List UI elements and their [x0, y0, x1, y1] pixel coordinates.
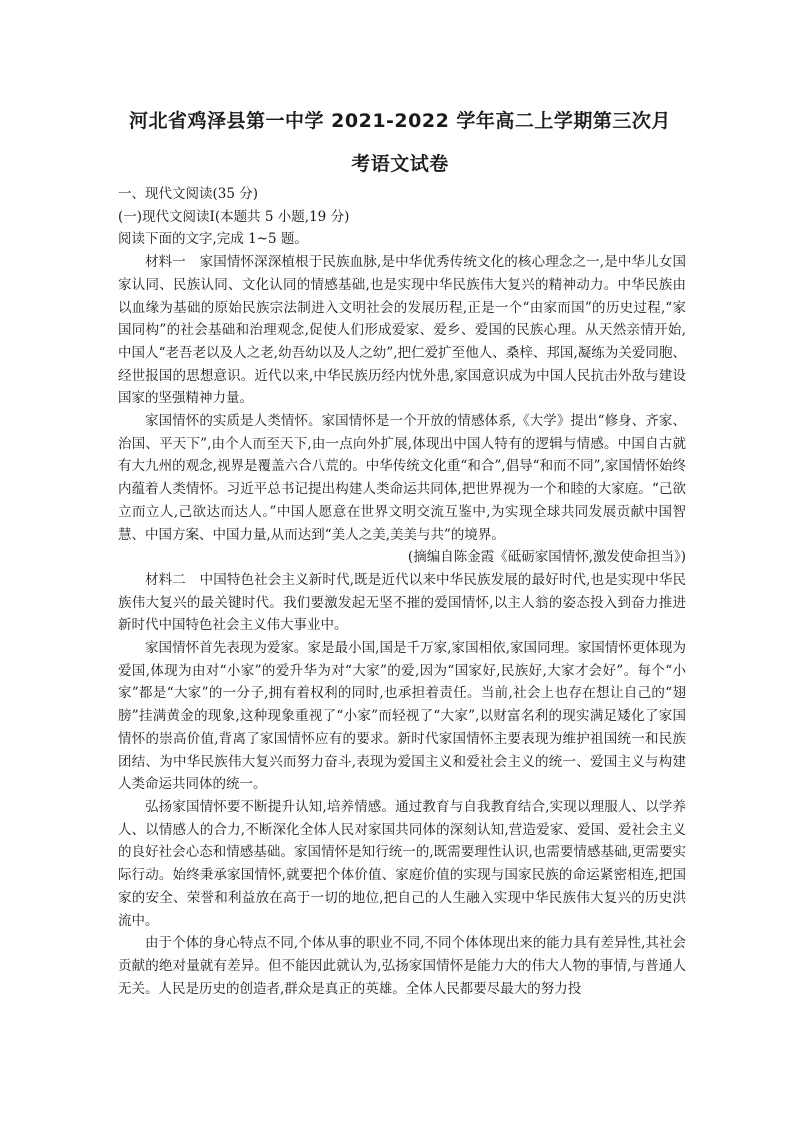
- material-two-paragraph-4: 由于个体的身心特点不同,个体从事的职业不同,不同个体体现出来的能力具有差异性,其社会贡献的绝对量就有差异。但不能因此就认为,弘扬家国情怀是能力大的伟大人物的事情,与普通人无关。人民是历史的创造者,群众是真正的英雄。全体人民都要尽最大的努力投: [118, 935, 686, 997]
- subsection-heading: (一)现代文阅读Ⅰ(本题共 5 小题,19 分): [118, 208, 350, 225]
- material-two-paragraph-2: 家国情怀首先表现为爱家。家是最小国,国是千万家,家国相依,家国同理。家国情怀更体现为爱国,体现为由对“小家”的爱升华为对“大家”的爱,因为“国家好,民族好,大家才会好”。每个“小家”都是“大家”的一分子,拥有着权利的同时,也承担着责任。当前,社会上也存在想让自己的“翅膀”挂满黄金的现象,这种现象重视了“小家”而轻视了“大家”,以财富名利的现实满足矮化了家国情怀的崇高价值,背离了家国情怀应有的要求。新时代家国情怀主要表现为维护祖国统一和民族团结、为中华民族伟大复兴而努力奋斗,表现为爱国主义和爱社会主义的统一、爱国主义与构建人类命运共同体的统一。: [118, 640, 686, 793]
- material-one-paragraph-2: 家国情怀的实质是人类情怀。家国情怀是一个开放的情感体系,《大学》提出“修身、齐家、治国、平天下”,由个人而至天下,由一点向外扩展,体现出中国人特有的逻辑与情感。中国自古就有大九州的观念,视界是覆盖六合八荒的。中华传统文化重“和合”,倡导“和而不同”,家国情怀始终内蕴着人类情怀。习近平总书记提出构建人类命运共同体,把世界视为一个和睦的大家庭。“己欲立而立人,己欲达而达人。”中国人愿意在世界文明交流互鉴中,为实现全球共同发展贡献中国智慧、中国方案、中国力量,从而达到“美人之美,美美与共”的境界。: [118, 413, 686, 543]
- exam-title-line-2: 考语文试卷: [351, 153, 449, 175]
- material-two-paragraph-1: 材料二 中国特色社会主义新时代,既是近代以来中华民族发展的最好时代,也是实现中华民族伟大复兴的最关键时代。我们要激发起无坚不摧的爱国情怀,以主人翁的姿态投入到奋力推进新时代中国特色社会主义伟大事业中。: [118, 571, 686, 634]
- reading-instruction: 阅读下面的文字,完成 1~5 题。: [118, 231, 308, 248]
- material-one-paragraph-1: 材料一 家国情怀深深植根于民族血脉,是中华优秀传统文化的核心理念之一,是中华儿女国家认同、民族认同、文化认同的情感基础,也是实现中华民族伟大复兴的精神动力。中华民族由以血缘为基础的原始民族宗法制进入文明社会的发展历程,正是一个“由家而国”的历史过程,“家国同构”的社会基础和治理观念,促使人们形成爱家、爱乡、爱国的民族心理。从天然亲情开始,中国人“老吾老以及人之老,幼吾幼以及人之幼”,把仁爱扩至他人、桑梓、邦国,凝练为关爱同胞、经世报国的思想意识。近代以来,中华民族历经内忧外患,家国意识成为中国人民抗击外敌与建设国家的坚强精神力量。: [118, 254, 686, 407]
- section-heading: 一、现代文阅读(35 分): [118, 186, 259, 202]
- exam-body: [118, 183, 686, 1000]
- exam-title-line-1: 河北省鸡泽县第一中学 2021-2022 学年高二上学期第三次月: [129, 110, 671, 132]
- source-note: (摘编自陈金霞《砥砺家国情怀,激发使命担当》): [407, 549, 686, 566]
- material-two-paragraph-3: 弘扬家国情怀要不断提升认知,培养情感。通过教育与自我教育结合,实现以理服人、以学养人、以情感人的合力,不断深化全体人民对家国共同体的深刻认知,营造爱家、爱国、爱社会主义的良好社会心态和情感基础。家国情怀是知行统一的,既需要理性认识,也需要情感基础,更需要实际行动。始终秉承家国情怀,就要把个体价值、家庭价值的实现与国家民族的命运紧密相连,把国家的安全、荣誉和利益放在高于一切的地位,把自己的人生融入实现中华民族伟大复兴的历史洪流中。: [118, 798, 686, 929]
